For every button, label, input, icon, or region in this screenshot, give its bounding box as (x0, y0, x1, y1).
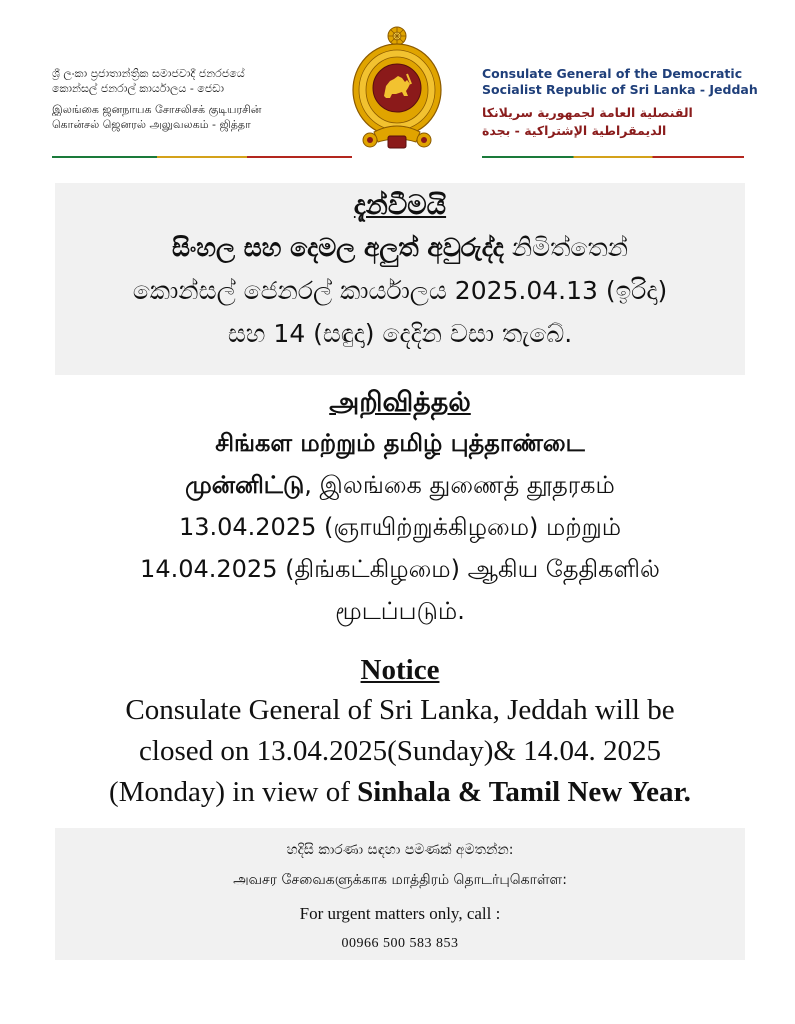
english-header-line2: Socialist Republic of Sri Lanka - Jeddah (482, 82, 758, 97)
sinhala-notice-bold-lead: සිංහල සහ දෙමල අලුත් අවුරුද්ද (171, 233, 504, 262)
english-notice-line2: closed on 13.04.2025(Sunday)& 14.04. 2025 (139, 735, 661, 767)
tamil-notice-line3: 13.04.2025 (ஞாயிற்றுக்கிழமை) மற்றும் (178, 513, 622, 541)
arabic-header-line1: القنصلية العامة لجمهورية سريلانكا (482, 105, 693, 120)
tamil-header (52, 102, 342, 132)
contact-sinhala: හදිසි කාරණා සඳහා පමණක් අමතන්න: (286, 842, 514, 858)
contact-phone-number[interactable]: 00966 500 583 853 (341, 936, 459, 951)
sinhala-notice-line1 (55, 226, 745, 269)
tamil-header-line1: இலங்கை ஜனநாயக சோசலிசக் குடியரசின் (52, 103, 262, 116)
english-notice-title: Notice (360, 654, 440, 686)
arabic-header-line2: الديمقراطية الإشتراكية - بجدة (482, 123, 667, 138)
header-right-text (482, 66, 758, 140)
tamil-notice-body (55, 422, 745, 632)
tamil-notice-bold-lead: முன்னிட்டு (185, 471, 305, 499)
tamil-notice-line1: சிங்கள மற்றும் தமிழ் புத்தாண்டை (215, 429, 585, 457)
english-notice-line3 (55, 772, 745, 813)
sinhala-header (52, 66, 342, 96)
header-rule-right (482, 156, 744, 158)
tamil-notice-title: அறிவித்தல் (329, 387, 471, 418)
tamil-notice-line2-rest: , இலங்கை துணைத் தூதரகம் (304, 471, 615, 499)
english-notice-line1: Consulate General of Sri Lanka, Jeddah will be (125, 694, 675, 726)
contact-english: For urgent matters only, call : (299, 904, 501, 923)
english-notice-line3-bold: Sinhala & Tamil New Year. (357, 776, 691, 808)
sinhala-notice-title: දැන්වීමයි (353, 190, 447, 221)
tamil-notice-line2 (55, 464, 745, 506)
sinhala-notice-line2: කොන්සල් ජෙනරල් කාර්යාලය 2025.04.13 (ඉරිදා) (132, 276, 668, 305)
english-notice-body (55, 690, 745, 813)
sinhala-header-line2: කොන්සල් ජනරාල් කාර්යාලය - ජෙඩා (52, 82, 224, 95)
sinhala-notice-line1-rest: නිමිත්තෙන් (503, 233, 629, 262)
tamil-header-line2: கொன்சல் ஜெனரல் அலுவலகம் - ஜித்தா (52, 118, 251, 131)
sinhala-notice-body (55, 226, 745, 355)
header-rule-left (52, 156, 352, 158)
header-left-text (52, 66, 342, 138)
tamil-notice-line4: 14.04.2025 (திங்கட்கிழமை) ஆகிய தேதிகளில் (140, 555, 660, 583)
contact-tamil: அவசர சேவைகளுக்காக மாத்திரம் தொடர்புகொள்ள: (233, 872, 567, 888)
sinhala-notice-line3: සහ 14 (සඳුදා) දෙදින වසා තැබේ. (227, 319, 573, 348)
sinhala-header-line1: ශ්‍රී ලංකා ප්‍රජාතාන්ත්‍රික සමාජවාදී ජනරජයේ (52, 67, 245, 80)
english-notice-line3-lead: (Monday) in view of (109, 776, 358, 808)
tamil-notice-line5: மூடப்படும். (335, 597, 465, 625)
sri-lanka-national-emblem-icon (350, 24, 444, 154)
english-header-line1: Consulate General of the Democratic (482, 66, 743, 81)
